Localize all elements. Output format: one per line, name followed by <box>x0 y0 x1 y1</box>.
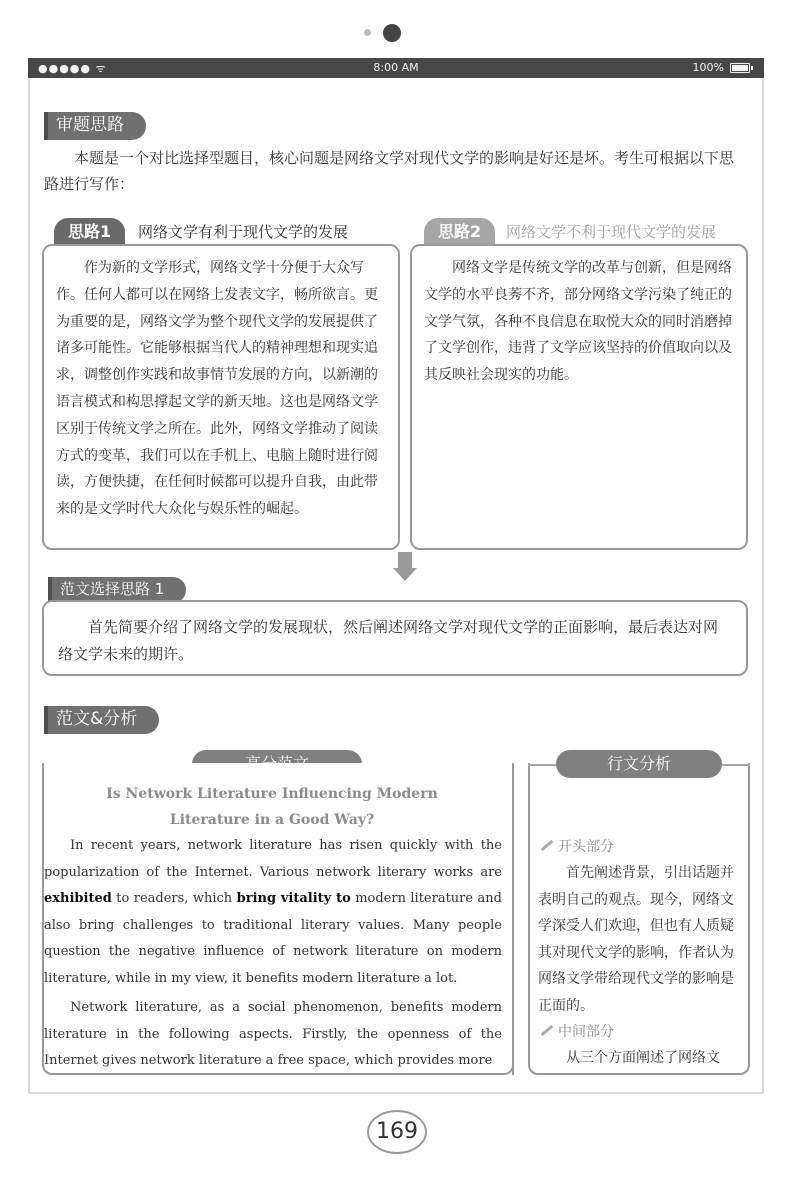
status-time: 8:00 AM <box>373 61 419 74</box>
signal-wifi-icon: ●●●●● ᯤ <box>38 62 107 75</box>
essay-p1-bold-1: exhibited <box>44 891 112 906</box>
pen-icon <box>541 840 554 851</box>
page-frame-right <box>762 78 764 1093</box>
section-tag-review: 审题思路 <box>44 112 146 140</box>
analysis-middle-head <box>538 1019 746 1045</box>
analysis-middle-text: 从三个方面阐述了网络文 <box>566 1050 720 1066</box>
idea1-label: 思路1 <box>54 218 125 246</box>
page-number: 169 <box>367 1110 427 1154</box>
idea1-box <box>42 244 400 550</box>
status-bar <box>28 58 764 78</box>
analysis-opening-text: 首先阐述背景，引出话题并表明自己的观点。现今，网络文学深受人们欢迎，但也有人质疑其对现代文学的影响，作者认为网络文学带给现代文学的影响是正面的。 <box>538 865 734 1014</box>
analysis-header: 行文分析 <box>556 750 722 778</box>
essay-p1-part-c: to readers, which <box>111 891 237 906</box>
essay-p1-bold-2: bring vitality to <box>236 891 351 906</box>
down-arrow-head-icon <box>393 568 417 581</box>
idea2-text: 网络文学是传统文学的改革与创新，但是网络文学的水平良莠不齐，部分网络文学污染了纯正的文学气氛，各种不良信息在取悦大众的同时消磨掉了文学创作，违背了文学应该坚持的价值取向以及其反映社会现实的功能。 <box>424 260 732 384</box>
intro-paragraph: 本题是一个对比选择型题目，核心问题是网络文学对现代文学的影响是好还是坏。考生可根据以下思路进行写作： <box>44 149 735 193</box>
battery-percent: 100% <box>692 61 724 74</box>
analysis-body <box>538 834 746 1072</box>
analysis-opening-head <box>538 834 746 860</box>
pen-icon <box>541 1025 554 1036</box>
battery-icon-tip <box>751 66 753 70</box>
idea2-title: 网络文学不利于现代文学的发展 <box>506 223 717 241</box>
analysis-opening-head-text: 开头部分 <box>558 839 614 855</box>
essay-p1-part-d: modern literature and also bring challenges to traditional literary values. Many people question the negative influence of network literature on modern literature, while in my view, it benefits modern literature a lot. <box>44 891 502 986</box>
essay-title-line1: Is Network Literature Influencing Modern <box>106 786 438 802</box>
idea1-text: 作为新的文学形式，网络文学十分便于大众写作。任何人都可以在网络上发表文字，畅所欲言。更为重要的是，网络文学为整个现代文学的发展提供了诸多可能性。它能够根据当代人的精神理想和现实追求，调整创作实践和故事情节发展的方向，以新潮的语言模式和构思撑起文学的新天地。这也是网络文学区别于传统文学之所在。此外，网络文学推动了阅读方式的变革，我们可以在手机上、电脑上随时进行阅读，方便快捷，在任何时候都可以提升自我，由此带来的是文学时代大众化与娱乐性的崛起。 <box>56 260 378 518</box>
choice-box <box>42 600 748 676</box>
choice-tag: 范文选择思路 1 <box>48 577 186 603</box>
section-tag-essay: 范文&分析 <box>44 706 159 734</box>
essay-paragraph-1 <box>44 833 502 992</box>
analysis-header-line-left <box>528 764 558 766</box>
choice-text: 首先简要介绍了网络文学的发展现状，然后阐述网络文学对现代文学的正面影响，最后表达对网络文学未来的期许。 <box>58 618 719 663</box>
idea2-box <box>410 244 748 550</box>
page-frame-bottom <box>28 1092 764 1094</box>
idea1-title: 网络文学有利于现代文学的发展 <box>138 223 349 241</box>
camera-dot <box>383 24 401 42</box>
camera-dot-small <box>364 29 371 36</box>
essay-p1-part-a: In recent years, network literature has risen quickly with the popularization of the Internet. Various network literary works are <box>44 838 502 880</box>
essay-paragraph-2: Network literature, as a social phenomenon, benefits modern literature in the following aspects. Firstly, the openness of the Internet gives network literature a free space, which provides more <box>44 1000 502 1068</box>
essay-title-line2: Literature in a Good Way? <box>169 812 375 828</box>
analysis-header-line-right <box>722 764 750 766</box>
page-frame-left <box>28 78 30 1093</box>
idea2-label: 思路2 <box>424 218 495 246</box>
essay-body <box>44 833 502 1075</box>
analysis-middle-head-text: 中间部分 <box>558 1024 614 1040</box>
battery-icon <box>730 63 750 73</box>
